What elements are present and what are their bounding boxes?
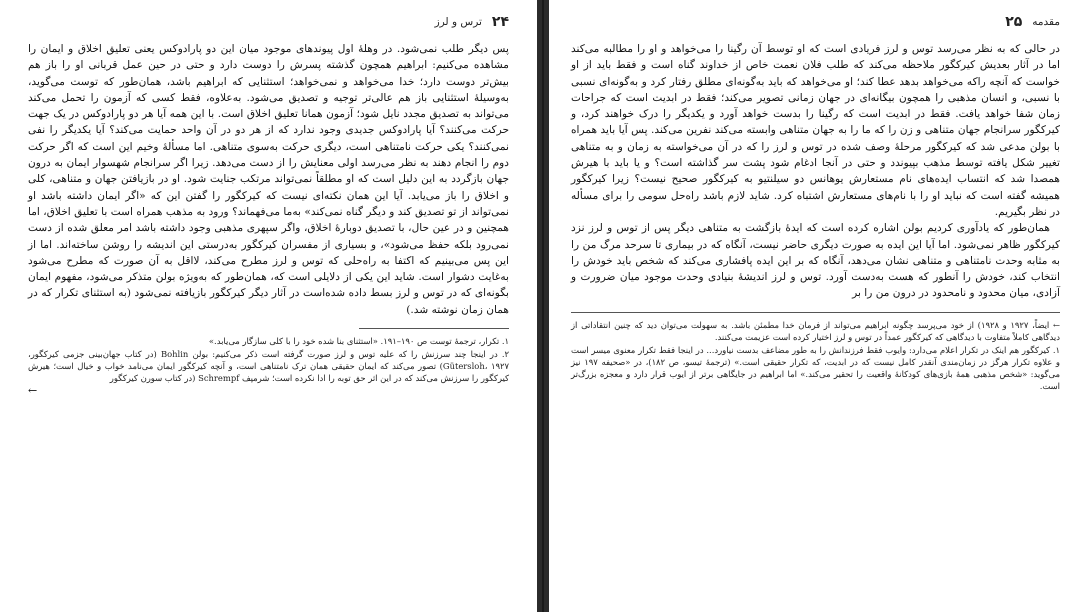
page-number: ۲۵: [1005, 14, 1023, 30]
right-page: [549, 0, 1090, 612]
paragraph: پس دیگر طلب نمی‌شود. در وهلهٔ اول پیوندهای موجود میان این دو پارادوکس یعنی تعلیق اخلاق و ایمان را مشاهده می‌کنیم: ابراهیم همچون گذشته پسرش را دوست دارد و حتی در حین عمل قربانی او را باز هم بیش‌تر دوست دارد؛ خدا می‌خواهد و نمی‌خواهد؛ استثنایی که ابراهیم باشد، همان‌طور که توست می‌گوید، به‌وسیلهٔ استثنایی باز هم عالی‌تر توجیه و تصدیق می‌شود. به‌علاوه، فقط کسی که آزمون را تحمل می‌کند می‌تواند به تصدیق مجدد نایل شود؛ آزمون همانا تعلیق اخلاق است. با این همه آیا هر دو پارادوکس در یک جهت حرکت می‌کنند؟ آیا پارادوکس جدیدی وجود ندارد که از هر دو در آن واحد حمایت می‌کند؟ آیا یکدیگر را نفی نمی‌کنند؟ یکی حرکت نامتناهی است، دیگری حرکت به‌سوی متناهی. اما مسألهٔ وخیم این است که اگر حرکت دوم را انجام دهند به نظر می‌رسد اولی معنایش را از دست می‌دهد. زیرا اگر سرانجام شهسوار ایمان به درون جهان بازگردد به این دلیل است که او مطلقاً نمی‌تواند مرتکب جنایت شود. او در بازیافتن جهان و متناهی، کلی و اخلاق را باز می‌یابد. آیا این همان نکته‌ای نیست که کیرکگور را گفتن این که «اگر ایمان داشته باشد او نمی‌تواند از تو تصدیق کند و دیگر گناه نمی‌کند» به‌ما می‌فهماند؟ ورود به مذهب همراه است با تعلیق اخلاق، اما همچنین و در عین حال، با تصدیق دوبارهٔ اخلاق، واگر سپهری مذهبی وجود داشته باشد امر معلق شده از دست نمی‌رود بلکه حفظ می‌شود»، و بسیاری از مفسران کیرکگور به‌درستی این اندیشه را روشن ساخته‌اند. اما از این پس می‌بینیم که اکتفا به راه‌حلی که توس و لرز مطرح می‌کند، لااقل به آن صورت که مطرح می‌شود به‌غایت دشوار است. شاید این یکی از دلایلی است که، همان‌طور که به‌ویژه بولن متذکر می‌شود، مفهوم ایمان بگونه‌ای که در توس و لرز بسط داده شده‌است در آثار دیگر کیرکگور بازیافته نمی‌شود (به استثنای تکرار که در همان زمان نوشته شد.): [28, 43, 509, 316]
footnote-divider: [359, 328, 509, 329]
footnote: ۱. تکرار، ترجمهٔ توست ص ۱۹۰–۱۹۱. «استثنای بنا شده خود را با کلی سازگار می‌یابد.»: [208, 336, 509, 347]
left-page-header: [28, 12, 509, 32]
footnote: ← ایضاً، ۱۹۲۷ و ۱۹۲۸) از خود می‌پرسد چگونه ابراهیم می‌تواند از فرمان خدا مطمئن باشد. به سهولت می‌توان دید که چنین انتقاداتی از دیدگاهی کاملاً متفاوت با دیدگاهی که کیرکگور عمداً در توس و لرز اختیار کرده است عزیمت می‌کنند.: [571, 319, 1060, 342]
left-body-text: [28, 41, 509, 318]
footnote: ۱. کیرکگور هم اینک در تکرار اعلام می‌دارد: وایوب فقط فرزندانش را به طور مضاعف بدست نیاورد... در اینجا فقط تکرار معنوی میسر است و علاوه تکرار هرگز در زمان‌مندی آنقدر کامل نیست که در ابدیت، که تکرار حقیقی است.» (ترجمهٔ تیسو، ص ۱۸۲)، در «صحیفه ۱۹۷ نیز می‌گوید: «شخص مذهبی همهٔ بازی‌های کودکانهٔ واقعیت را تحقیر می‌کند.» اما ابراهیم در جایگاهی برتر از ایوب قرار دارد و معجزه بزرگ‌تر است.: [571, 344, 1060, 391]
footnote-divider: [571, 312, 1060, 313]
running-head: ترس و لرز: [434, 16, 482, 28]
footnote: ۲. در اینجا چند سرزنش را که علیه توس و لرز صورت گرفته است ذکر می‌کنیم: بولن Bohlin (در کتاب جهان‌بینی جزمی کیرکگور، Gütersloh، ۱۹۲۷) تصور می‌کند که ایمان حقیقی همان ترک نامتناهی است، و آنچه کیرکگور ایمان می‌نامد خواب و خیال است؛ هیرش کیرکگور را سرزنش می‌کند که در این اثر حق توبه را ادا نکرده است؛ شرمپف Schrempf (در کتاب سورن کیرکگور: [28, 349, 509, 384]
page-number: ۲۴: [491, 14, 509, 30]
left-page: [0, 0, 537, 612]
left-footnotes: [28, 335, 509, 397]
right-footnotes: [571, 319, 1060, 392]
paragraph: در حالی که به نظر می‌رسد توس و لرز فریادی است که او توسط آن رگینا را می‌خواهد و او را مطالبه می‌کند اما در آثار بعدیش کیرکگور ملاحظه می‌کند که طلب فلان نعمت خاص از خداوند گناه است و فقط باید از او خواست که آنچه راکه می‌خواهد بدهد عطا کند؛ او می‌خواهد که باید به‌گونه‌ای مطلق رفتار کرد و به‌گونه‌ای نسبی با نسبی، و انسان مذهبی را همچون بیگانه‌ای در جهان زمانی تصویر می‌کند؛ فقط در ابدیت است که جراحات زمان شفا خواهد یافت. فقط در ابدیت است که رگینا را بدست خواهد آورد و یکدیگر را درک خواهند کرد، و کیرکگور سرانجام جهان متناهی و زن را که ما را به جهان متناهی وابسته می‌کند نفرین می‌کند. پس آیا باید همراه با بولن مدعی شد که کیرکگور مرحلهٔ وصف شده در توس و لرز را که در آن می‌خواسته به زمان و به متناهی تغییر شکل یافته توسط مذهب بپیوندد و حتی در آنجا ادغام شود پشت سر گذاشته است؟ و یا باید با هیرش همصدا شد که انتساب ایده‌های نام مستعارش یوهانس دو سیلنتیو به کیرکگور صحیح نیست؟ زیرا کیرکگور همیشه گفته است که نباید او را با نام‌های مستعارش اشتباه کرد. شاید لازم باشد راه‌حل سومی را برای مسأله در نظر بگیریم.: [571, 43, 1060, 218]
continuation-arrow-icon: ←: [28, 384, 38, 398]
paragraph: همان‌طور که یادآوری کردیم بولن اشاره کرده است که ایدهٔ بازگشت به متناهی دیگر پس از توس و لرز نزد کیرکگور ظاهر نمی‌شود. اما آیا این ایده به صورت دیگری حاضر نیست، آنگاه که در بیماری تا سرحد مرگ من را به مثابه وحدت نامتناهی و متناهی نشان می‌دهد، آنگاه که بر این ایده پافشاری می‌کند که شخص باید خودش را انتخاب کند، خودش را آنطور که هست به‌دست آورد. توس و لرز اندیشهٔ بنیادی وحدت موجود میان ضرورت و آزادی، میان محدود و نامحدود در درون من را بر: [571, 222, 1060, 300]
right-page-header: [571, 12, 1060, 32]
running-head: مقدمه: [1032, 16, 1060, 28]
book-gutter: [537, 0, 549, 612]
right-body-text: [571, 41, 1060, 302]
